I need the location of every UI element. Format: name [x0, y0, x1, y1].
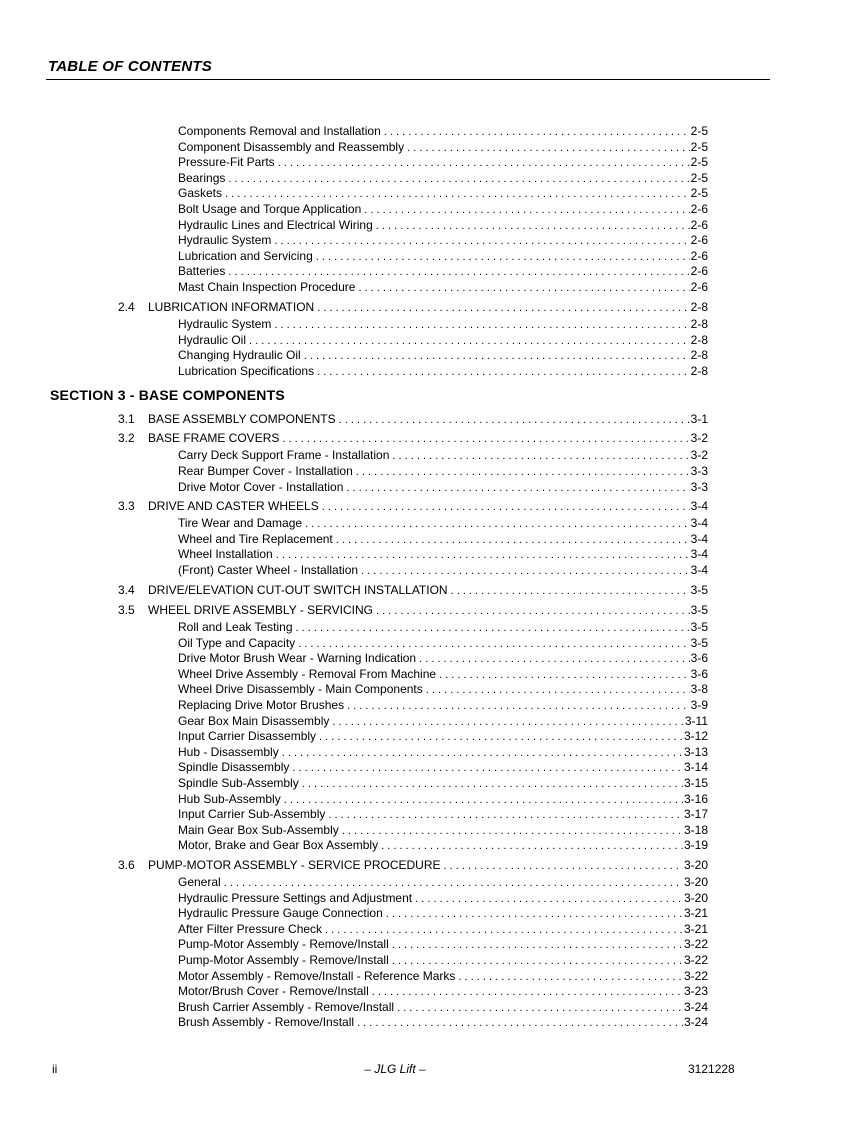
- toc-entry-page: 3-15: [683, 776, 708, 790]
- toc-entry-title: Pressure-Fit Parts: [178, 155, 275, 169]
- toc-section-number: 2.4: [118, 300, 135, 314]
- toc-entry-title: After Filter Pressure Check: [178, 922, 323, 936]
- toc-entry-title: Gear Box Main Disassembly: [178, 714, 330, 728]
- toc-entry[interactable]: [178, 984, 708, 999]
- dot-leader: [336, 533, 690, 548]
- toc-entry[interactable]: [178, 155, 708, 170]
- toc-entry[interactable]: [178, 249, 708, 264]
- dot-leader: [357, 1016, 683, 1031]
- toc-entry-title: Hub Sub-Assembly: [178, 792, 281, 806]
- toc-entry-title: Batteries: [178, 264, 226, 278]
- toc-entry[interactable]: [178, 682, 708, 697]
- dot-leader: [305, 517, 690, 532]
- toc-entry-page: 2-6: [690, 202, 708, 216]
- toc-entry-title: Gaskets: [178, 186, 223, 200]
- toc-entry-title: Wheel Drive Assembly - Removal From Machine: [178, 667, 437, 681]
- footer-publisher: – JLG Lift –: [364, 1062, 426, 1076]
- toc-entry-page: 2-5: [690, 186, 708, 200]
- toc-entry-page: 3-20: [683, 891, 708, 905]
- toc-entry-page: 3-3: [690, 480, 708, 494]
- toc-entry-title: PUMP-MOTOR ASSEMBLY - SERVICE PROCEDURE: [148, 858, 441, 872]
- toc-entry-title: Hub - Disassembly: [178, 745, 279, 759]
- toc-entry-title: Hydraulic Pressure Gauge Connection: [178, 906, 383, 920]
- toc-entry-page: 3-4: [690, 563, 708, 577]
- toc-section-number: 3.1: [118, 412, 135, 426]
- dot-leader: [356, 465, 690, 480]
- toc-entry-page: 3-5: [690, 620, 708, 634]
- toc-section-entry[interactable]: [118, 412, 708, 427]
- dot-leader: [347, 699, 690, 714]
- dot-leader: [342, 824, 683, 839]
- dot-leader: [415, 892, 683, 907]
- toc-entry[interactable]: [178, 953, 708, 968]
- toc-entry[interactable]: [178, 186, 708, 201]
- toc-entry[interactable]: [178, 823, 708, 838]
- toc-entry-page: 3-11: [684, 714, 708, 728]
- dot-leader: [407, 141, 690, 156]
- dot-leader: [451, 584, 690, 599]
- toc-entry-page: 3-4: [690, 547, 708, 561]
- dot-leader: [228, 265, 689, 280]
- toc-entry-page: 3-22: [683, 937, 708, 951]
- toc-entry-page: 2-8: [690, 364, 708, 378]
- section-heading: SECTION 3 - BASE COMPONENTS: [50, 387, 285, 403]
- dot-leader: [458, 970, 683, 985]
- toc-entry-title: Brush Carrier Assembly - Remove/Install: [178, 1000, 395, 1014]
- toc-entry-page: 3-5: [690, 583, 708, 597]
- toc-entry-title: Drive Motor Cover - Installation: [178, 480, 344, 494]
- toc-entry-title: Lubrication and Servicing: [178, 249, 313, 263]
- toc-entry-title: Input Carrier Sub-Assembly: [178, 807, 326, 821]
- dot-leader: [282, 746, 683, 761]
- toc-entry-page: 2-6: [690, 249, 708, 263]
- toc-entry[interactable]: [178, 891, 708, 906]
- toc-entry-page: 2-8: [690, 317, 708, 331]
- toc-section-entry[interactable]: [118, 858, 708, 873]
- dot-leader: [274, 234, 689, 249]
- toc-entry-page: 3-2: [690, 431, 708, 445]
- toc-entry-title: Hydraulic Pressure Settings and Adjustment: [178, 891, 413, 905]
- toc-entry-page: 3-24: [683, 1015, 708, 1029]
- toc-entry-title: Main Gear Box Sub-Assembly: [178, 823, 339, 837]
- toc-entry-title: Hydraulic System: [178, 233, 272, 247]
- dot-leader: [298, 637, 689, 652]
- toc-entry-page: 3-1: [690, 412, 708, 426]
- toc-entry[interactable]: [178, 264, 708, 279]
- toc-entry-page: 3-17: [683, 807, 708, 821]
- toc-entry-title: Pump-Motor Assembly - Remove/Install: [178, 937, 389, 951]
- toc-entry-page: 2-5: [690, 124, 708, 138]
- toc-entry-title: Drive Motor Brush Wear - Warning Indication: [178, 651, 417, 665]
- toc-entry[interactable]: [178, 464, 708, 479]
- toc-section-entry[interactable]: [118, 431, 708, 446]
- toc-entry[interactable]: [178, 333, 708, 348]
- toc-entry[interactable]: [178, 714, 708, 729]
- toc-entry[interactable]: [178, 516, 708, 531]
- toc-entry-title: Input Carrier Disassembly: [178, 729, 317, 743]
- toc-entry[interactable]: [178, 171, 708, 186]
- toc-section-number: 3.2: [118, 431, 135, 445]
- toc-entry-page: 3-5: [690, 603, 708, 617]
- toc-entry[interactable]: [178, 233, 708, 248]
- toc-entry[interactable]: [178, 838, 708, 853]
- dot-leader: [317, 301, 689, 316]
- toc-entry-page: 3-3: [690, 464, 708, 478]
- toc-entry-title: Mast Chain Inspection Procedure: [178, 280, 356, 294]
- dot-leader: [361, 564, 690, 579]
- dot-leader: [386, 907, 683, 922]
- toc-entry-title: Spindle Disassembly: [178, 760, 290, 774]
- toc-section-entry[interactable]: [118, 499, 708, 514]
- page-header-title: TABLE OF CONTENTS: [48, 58, 212, 75]
- dot-leader: [384, 125, 690, 140]
- toc-section-number: 3.6: [118, 858, 135, 872]
- toc-entry[interactable]: [178, 547, 708, 562]
- toc-entry[interactable]: [178, 348, 708, 363]
- toc-entry-page: 2-5: [690, 140, 708, 154]
- dot-leader: [292, 761, 683, 776]
- toc-entry-page: 3-6: [690, 651, 708, 665]
- toc-entry-title: LUBRICATION INFORMATION: [148, 300, 315, 314]
- toc-section-entry[interactable]: [118, 300, 708, 315]
- toc-entry-title: Carry Deck Support Frame - Installation: [178, 448, 390, 462]
- dot-leader: [419, 652, 690, 667]
- dot-leader: [325, 923, 683, 938]
- toc-entry[interactable]: [178, 807, 708, 822]
- toc-entry-title: Wheel and Tire Replacement: [178, 532, 333, 546]
- toc-entry-page: 3-24: [683, 1000, 708, 1014]
- toc-entry-title: Hydraulic Oil: [178, 333, 247, 347]
- dot-leader: [317, 365, 690, 380]
- dot-leader: [274, 318, 689, 333]
- toc-entry-page: 3-4: [690, 532, 708, 546]
- toc-entry-title: Motor Assembly - Remove/Install - Reference Marks: [178, 969, 456, 983]
- dot-leader: [278, 156, 690, 171]
- toc-entry-title: Motor, Brake and Gear Box Assembly: [178, 838, 379, 852]
- dot-leader: [316, 250, 690, 265]
- toc-entry-page: 3-13: [683, 745, 708, 759]
- toc-entry[interactable]: [178, 1000, 708, 1015]
- dot-leader: [372, 985, 683, 1000]
- toc-entry[interactable]: [178, 317, 708, 332]
- toc-entry[interactable]: [178, 202, 708, 217]
- toc-entry-page: 2-6: [690, 218, 708, 232]
- toc-entry-title: Lubrication Specifications: [178, 364, 315, 378]
- toc-entry-title: DRIVE AND CASTER WHEELS: [148, 499, 319, 513]
- toc-entry-page: 2-6: [690, 264, 708, 278]
- toc-entry-title: Hydraulic System: [178, 317, 272, 331]
- toc-entry[interactable]: [178, 776, 708, 791]
- dot-leader: [392, 449, 689, 464]
- toc-entry[interactable]: [178, 364, 708, 379]
- toc-entry-page: 3-22: [683, 969, 708, 983]
- toc-entry[interactable]: [178, 667, 708, 682]
- toc-entry-page: 3-9: [690, 698, 708, 712]
- toc-entry[interactable]: [178, 875, 708, 890]
- toc-entry-title: WHEEL DRIVE ASSEMBLY - SERVICING: [148, 603, 373, 617]
- toc-entry-title: DRIVE/ELEVATION CUT-OUT SWITCH INSTALLATION: [148, 583, 448, 597]
- toc-entry-page: 3-20: [683, 858, 708, 872]
- toc-entry-page: 3-19: [683, 838, 708, 852]
- toc-entry-title: Rear Bumper Cover - Installation: [178, 464, 353, 478]
- toc-entry-page: 2-6: [690, 280, 708, 294]
- dot-leader: [249, 334, 690, 349]
- toc-entry-page: 3-4: [690, 516, 708, 530]
- toc-entry-page: 2-8: [690, 348, 708, 362]
- toc-entry-page: 3-2: [690, 448, 708, 462]
- toc-entry[interactable]: [178, 532, 708, 547]
- toc-entry-page: 2-6: [690, 233, 708, 247]
- toc-entry-page: 2-8: [690, 333, 708, 347]
- toc-entry[interactable]: [178, 124, 708, 139]
- toc-section-entry[interactable]: [118, 603, 708, 618]
- toc-entry[interactable]: [178, 448, 708, 463]
- toc-entry-page: 3-14: [683, 760, 708, 774]
- dot-leader: [376, 604, 690, 619]
- toc-entry[interactable]: [178, 651, 708, 666]
- toc-entry-title: Component Disassembly and Reassembly: [178, 140, 405, 154]
- dot-leader: [224, 876, 683, 891]
- toc-entry-title: Components Removal and Installation: [178, 124, 381, 138]
- toc-entry-title: Tire Wear and Damage: [178, 516, 303, 530]
- toc-entry-title: Bearings: [178, 171, 226, 185]
- toc-entry-title: BASE FRAME COVERS: [148, 431, 280, 445]
- toc-entry-title: Wheel Installation: [178, 547, 273, 561]
- toc-entry-page: 3-4: [690, 499, 708, 513]
- toc-entry-title: Roll and Leak Testing: [178, 620, 293, 634]
- dot-leader: [319, 730, 683, 745]
- toc-entry[interactable]: [178, 620, 708, 635]
- header-rule: [46, 79, 770, 80]
- toc-entry-page: 3-16: [683, 792, 708, 806]
- toc-entry-page: 3-21: [683, 922, 708, 936]
- toc-entry-page: 3-5: [690, 636, 708, 650]
- dot-leader: [439, 668, 690, 683]
- dot-leader: [392, 938, 683, 953]
- toc-entry-page: 3-18: [683, 823, 708, 837]
- dot-leader: [364, 203, 689, 218]
- toc-section-number: 3.3: [118, 499, 135, 513]
- toc-entry-page: 2-5: [690, 171, 708, 185]
- toc-entry-title: Changing Hydraulic Oil: [178, 348, 301, 362]
- toc-entry-title: General: [178, 875, 221, 889]
- dot-leader: [296, 621, 690, 636]
- toc-entry[interactable]: [178, 140, 708, 155]
- dot-leader: [304, 349, 690, 364]
- dot-leader: [332, 715, 683, 730]
- dot-leader: [376, 219, 690, 234]
- toc-section-number: 3.4: [118, 583, 135, 597]
- toc-entry[interactable]: [178, 563, 708, 578]
- dot-leader: [358, 281, 689, 296]
- dot-leader: [397, 1001, 683, 1016]
- toc-entry-page: 2-5: [690, 155, 708, 169]
- toc-section-entry[interactable]: [118, 583, 708, 598]
- toc-entry-title: Motor/Brush Cover - Remove/Install: [178, 984, 369, 998]
- toc-entry[interactable]: [178, 480, 708, 495]
- toc-entry-title: Oil Type and Capacity: [178, 636, 296, 650]
- toc-entry-page: 3-12: [683, 729, 708, 743]
- toc-entry-title: Pump-Motor Assembly - Remove/Install: [178, 953, 389, 967]
- toc-entry-page: 3-20: [683, 875, 708, 889]
- toc-entry[interactable]: [178, 760, 708, 775]
- toc-entry-page: 2-8: [690, 300, 708, 314]
- toc-entry-page: 3-8: [690, 682, 708, 696]
- dot-leader: [276, 548, 690, 563]
- toc-entry-title: (Front) Caster Wheel - Installation: [178, 563, 359, 577]
- toc-entry[interactable]: [178, 969, 708, 984]
- dot-leader: [228, 172, 689, 187]
- toc-entry-title: BASE ASSEMBLY COMPONENTS: [148, 412, 336, 426]
- toc-entry[interactable]: [178, 745, 708, 760]
- dot-leader: [392, 954, 683, 969]
- toc-entry[interactable]: [178, 218, 708, 233]
- dot-leader: [339, 413, 690, 428]
- toc-entry[interactable]: [178, 280, 708, 295]
- toc-entry-page: 3-22: [683, 953, 708, 967]
- toc-entry[interactable]: [178, 922, 708, 937]
- footer-page-number: ii: [52, 1062, 58, 1076]
- toc-entry[interactable]: [178, 906, 708, 921]
- dot-leader: [284, 793, 683, 808]
- toc-entry-title: Spindle Sub-Assembly: [178, 776, 299, 790]
- dot-leader: [426, 683, 690, 698]
- dot-leader: [225, 187, 690, 202]
- toc-entry[interactable]: [178, 636, 708, 651]
- dot-leader: [282, 432, 689, 447]
- dot-leader: [381, 839, 683, 854]
- toc-entry-title: Replacing Drive Motor Brushes: [178, 698, 345, 712]
- dot-leader: [328, 808, 683, 823]
- toc-entry-title: Hydraulic Lines and Electrical Wiring: [178, 218, 373, 232]
- toc-section-number: 3.5: [118, 603, 135, 617]
- toc-entry[interactable]: [178, 729, 708, 744]
- toc-entry-page: 3-21: [683, 906, 708, 920]
- toc-entry-page: 3-6: [690, 667, 708, 681]
- dot-leader: [444, 859, 683, 874]
- toc-entry[interactable]: [178, 1015, 708, 1030]
- toc-entry-title: Wheel Drive Disassembly - Main Components: [178, 682, 423, 696]
- toc-entry[interactable]: [178, 937, 708, 952]
- toc-entry-page: 3-23: [683, 984, 708, 998]
- footer-doc-number: 3121228: [688, 1062, 735, 1076]
- toc-entry-title: Bolt Usage and Torque Application: [178, 202, 362, 216]
- dot-leader: [302, 777, 683, 792]
- dot-leader: [322, 500, 690, 515]
- toc-entry-title: Brush Assembly - Remove/Install: [178, 1015, 355, 1029]
- toc-entry[interactable]: [178, 698, 708, 713]
- dot-leader: [346, 481, 689, 496]
- toc-entry[interactable]: [178, 792, 708, 807]
